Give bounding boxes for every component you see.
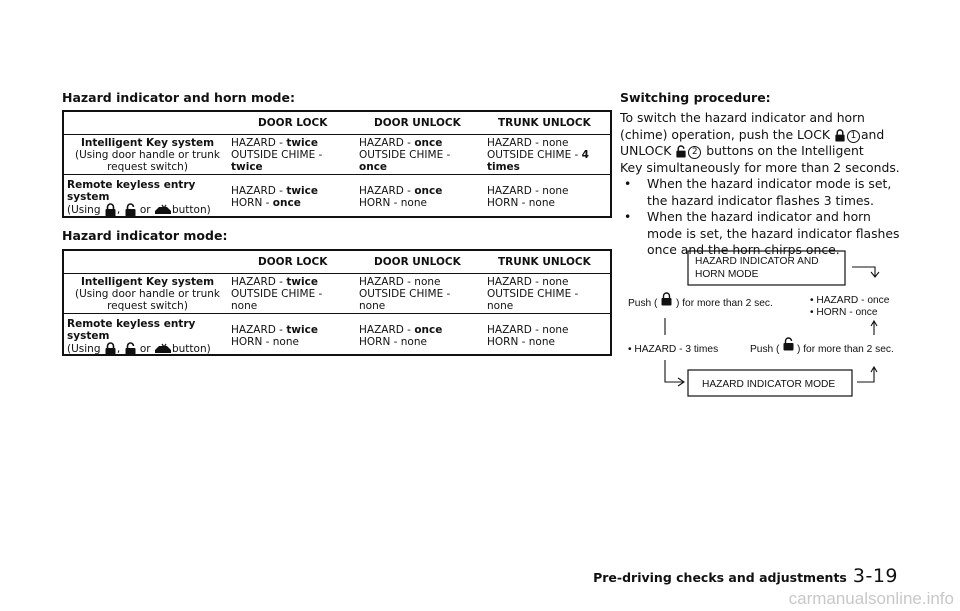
table-hazard-horn xyxy=(62,110,612,218)
table-row xyxy=(64,134,610,175)
cell-lock: HAZARD - twice HORN - none xyxy=(231,324,318,348)
table-row xyxy=(64,175,610,215)
cell-lock: HAZARD - twice OUTSIDE CHIME - twice xyxy=(231,137,323,173)
trunk-icon xyxy=(154,204,172,216)
section-title-procedure: Switching procedure: xyxy=(620,90,771,105)
page-number: 3-19 xyxy=(852,565,898,587)
page-footer xyxy=(593,565,898,587)
cell-unlock: HAZARD - once HORN - none xyxy=(359,324,443,348)
footer-section: Pre-driving checks and adjustments xyxy=(593,570,847,585)
trunk-icon xyxy=(154,343,172,355)
cell-lock: HAZARD - twice OUTSIDE CHIME - none xyxy=(231,276,323,312)
section-title-hazard-mode: Hazard indicator mode: xyxy=(62,228,228,243)
table-header xyxy=(64,251,610,274)
cell-lock: HAZARD - twice HORN - once xyxy=(231,185,318,209)
cell-unlock: HAZARD - once OUTSIDE CHIME - once xyxy=(359,137,451,173)
right-note-1: • HAZARD - once xyxy=(810,295,890,306)
push-top-text-b: ) for more than 2 sec. xyxy=(676,298,773,309)
unlock-icon xyxy=(124,203,137,217)
cell-trunk: HAZARD - none HORN - none xyxy=(487,324,569,348)
row-label: Intelligent Key system (Using door handle or trunk request switch) xyxy=(74,276,221,312)
right-note-2: • HORN - once xyxy=(810,307,878,318)
left-note: • HAZARD - 3 times xyxy=(628,344,719,355)
col-trunk-unlock: TRUNK UNLOCK xyxy=(498,117,591,129)
col-door-lock: DOOR LOCK xyxy=(258,117,328,129)
push-top-text-a: Push ( xyxy=(628,298,658,309)
box-top-line2: HORN MODE xyxy=(695,269,759,280)
cell-trunk: HAZARD - none HORN - none xyxy=(487,185,569,209)
box-top-line1: HAZARD INDICATOR AND xyxy=(695,256,819,267)
cell-trunk: HAZARD - none OUTSIDE CHIME - 4 times xyxy=(487,137,589,173)
lock-icon xyxy=(104,203,117,217)
table-row xyxy=(64,314,610,354)
cell-trunk: HAZARD - none OUTSIDE CHIME - none xyxy=(487,276,579,312)
table-row xyxy=(64,273,610,314)
row-label: Remote keyless entry system (Using , or button) xyxy=(67,179,211,216)
callout-2: 2 xyxy=(688,146,701,159)
lock-icon xyxy=(104,342,117,356)
procedure-intro: To switch the hazard indicator and horn (chime) operation, push the LOCK 1 and UNLOCK 2 buttons on the Intelligent Key simultaneously for more than 2 seconds. xyxy=(620,110,900,175)
box-bottom-label: HAZARD INDICATOR MODE xyxy=(702,379,836,390)
col-trunk-unlock: TRUNK UNLOCK xyxy=(498,256,591,268)
section-title-hazard-horn: Hazard indicator and horn mode: xyxy=(62,90,295,105)
row-label: Intelligent Key system (Using door handle or trunk request switch) xyxy=(74,137,221,173)
unlock-icon xyxy=(784,338,794,351)
cell-unlock: HAZARD - none OUTSIDE CHIME - none xyxy=(359,276,451,312)
push-bottom-text-a: Push ( xyxy=(750,344,780,355)
callout-1: 1 xyxy=(847,130,860,143)
row-label: Remote keyless entry system (Using , or button) xyxy=(67,318,211,355)
table-header xyxy=(64,112,610,135)
cell-unlock: HAZARD - once HORN - none xyxy=(359,185,443,209)
mode-switch-diagram xyxy=(625,248,925,400)
lock-icon xyxy=(834,129,846,142)
unlock-icon xyxy=(675,145,687,158)
col-door-unlock: DOOR UNLOCK xyxy=(374,256,461,268)
col-door-unlock: DOOR UNLOCK xyxy=(374,117,461,129)
lock-icon xyxy=(662,293,672,306)
table-hazard-mode xyxy=(62,249,612,356)
col-door-lock: DOOR LOCK xyxy=(258,256,328,268)
watermark: carmanualsonline.info xyxy=(788,589,954,608)
push-bottom-text-b: ) for more than 2 sec. xyxy=(797,344,894,355)
list-item: • When the hazard indicator and horn mode is set, the hazard indicator flashes once and the horn chirps once. xyxy=(624,209,900,257)
unlock-icon xyxy=(124,342,137,356)
list-item: • When the hazard indicator mode is set, the hazard indicator flashes 3 times. xyxy=(624,176,892,208)
